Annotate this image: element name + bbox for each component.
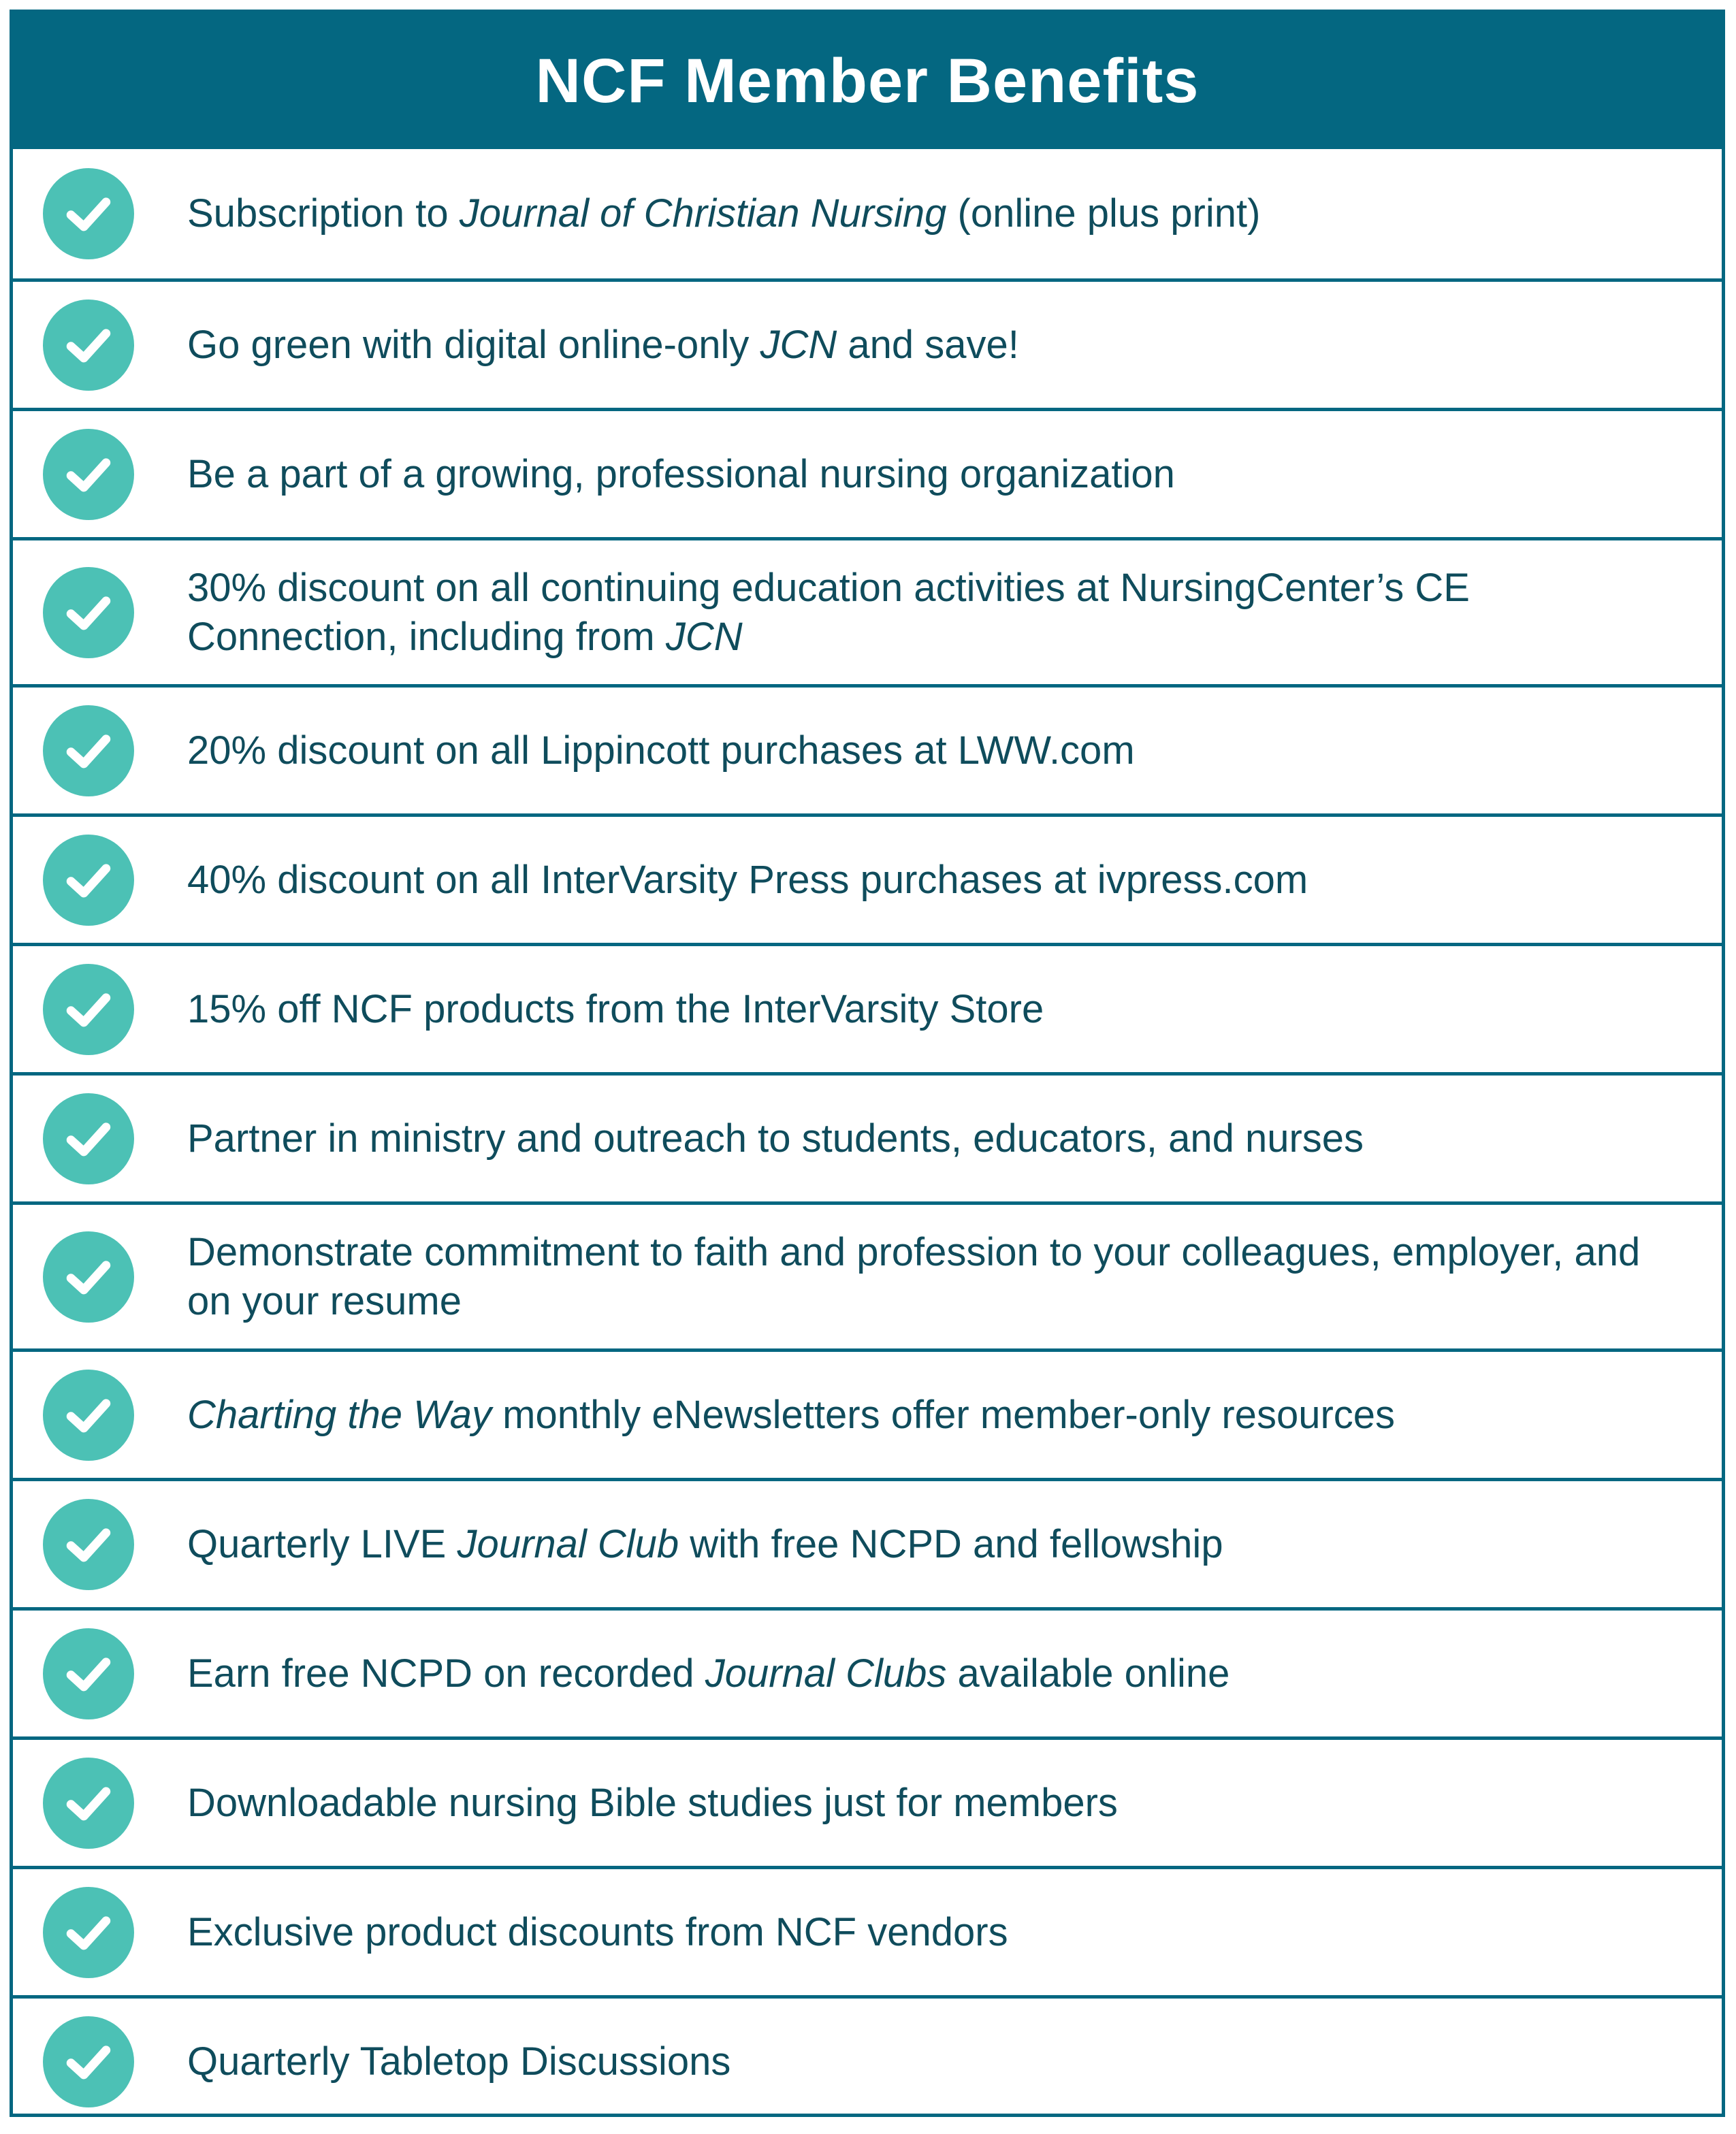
benefit-text [187, 2037, 785, 2086]
benefit-text-part: Downloadable nursing Bible studies just for members [187, 1780, 1118, 1825]
checkmark-circle-icon [43, 2016, 134, 2107]
benefit-text-part: Quarterly LIVE [187, 1521, 457, 1566]
checkmark-circle-icon [43, 1758, 134, 1849]
benefit-text [187, 856, 1362, 905]
benefit-text [187, 726, 1189, 775]
table-header [13, 13, 1722, 149]
benefit-row [13, 1866, 1722, 1995]
benefit-row [13, 1607, 1722, 1736]
benefit-text-part: and save! [837, 322, 1019, 367]
benefit-text [187, 564, 1722, 662]
benefit-text-italic: Journal Clubs [705, 1651, 947, 1696]
benefit-text [187, 1228, 1722, 1326]
checkmark-circle-icon [43, 300, 134, 391]
checkmark-circle-icon [43, 1231, 134, 1323]
checkmark-circle-icon [43, 835, 134, 926]
checkmark-circle-icon [43, 1499, 134, 1590]
benefit-row [13, 278, 1722, 408]
benefit-text [187, 189, 1315, 238]
benefit-text-part: 40% discount on all InterVarsity Press purchases at ivpress.com [187, 857, 1308, 902]
benefits-table [10, 10, 1725, 2117]
benefit-row [13, 1072, 1722, 1201]
checkmark-circle-icon [43, 1628, 134, 1719]
checkmark-circle-icon [43, 567, 134, 658]
benefit-text-part: Subscription to [187, 191, 460, 236]
benefit-text-part: Partner in ministry and outreach to students, educators, and nurses [187, 1116, 1364, 1161]
benefit-row [13, 684, 1722, 813]
benefit-text [187, 1520, 1278, 1569]
benefit-row [13, 943, 1722, 1072]
benefit-row [13, 1736, 1722, 1866]
benefit-text-italic: JCN [665, 614, 743, 659]
checkmark-circle-icon [43, 168, 134, 259]
benefit-text-part: 30% discount on all continuing education activities at NursingCenter’s CE Connection, including from [187, 565, 1470, 659]
checkmark-circle-icon [43, 429, 134, 520]
benefit-text [187, 985, 1098, 1034]
benefit-text-italic: JCN [760, 322, 837, 367]
benefit-text-italic: Charting the Way [187, 1392, 492, 1437]
checkmark-circle-icon [43, 1370, 134, 1461]
checkmark-circle-icon [43, 1887, 134, 1978]
benefit-row [13, 1201, 1722, 1348]
benefit-text-part: Demonstrate commitment to faith and profession to your colleagues, employer, and on your resume [187, 1229, 1641, 1323]
benefit-text [187, 1908, 1063, 1957]
benefit-text-part: with free NCPD and fellowship [679, 1521, 1223, 1566]
benefit-row [13, 813, 1722, 943]
benefit-text [187, 1114, 1418, 1163]
benefit-text-part: available online [946, 1651, 1230, 1696]
benefit-text-part: monthly eNewsletters offer member-only resources [492, 1392, 1396, 1437]
checkmark-circle-icon [43, 964, 134, 1055]
benefit-text [187, 450, 1229, 499]
benefit-text-italic: Journal Club [457, 1521, 679, 1566]
benefit-row [13, 1995, 1722, 2124]
benefit-text-part: Exclusive product discounts from NCF vendors [187, 1909, 1008, 1954]
benefit-text-part: 15% off NCF products from the InterVarsity Store [187, 986, 1044, 1031]
page-title: NCF Member Benefits [535, 46, 1200, 116]
benefit-row [13, 1478, 1722, 1607]
benefit-row [13, 408, 1722, 537]
checkmark-circle-icon [43, 705, 134, 796]
benefit-text-part: Quarterly Tabletop Discussions [187, 2039, 731, 2084]
checkmark-circle-icon [43, 1093, 134, 1184]
benefit-text [187, 1649, 1284, 1698]
benefit-text-part: Go green with digital online-only [187, 322, 760, 367]
benefit-row [13, 149, 1722, 278]
benefit-text [187, 1391, 1449, 1440]
benefit-row [13, 537, 1722, 684]
benefit-row [13, 1348, 1722, 1478]
benefit-text [187, 321, 1074, 370]
benefit-text-part: Be a part of a growing, professional nursing organization [187, 451, 1175, 496]
benefit-text [187, 1779, 1172, 1828]
benefit-text-part: Earn free NCPD on recorded [187, 1651, 705, 1696]
benefits-list [13, 149, 1722, 2124]
benefit-text-part: 20% discount on all Lippincott purchases at LWW.com [187, 728, 1135, 773]
benefit-text-part: (online plus print) [946, 191, 1261, 236]
benefit-text-italic: Journal of Christian Nursing [459, 191, 947, 236]
